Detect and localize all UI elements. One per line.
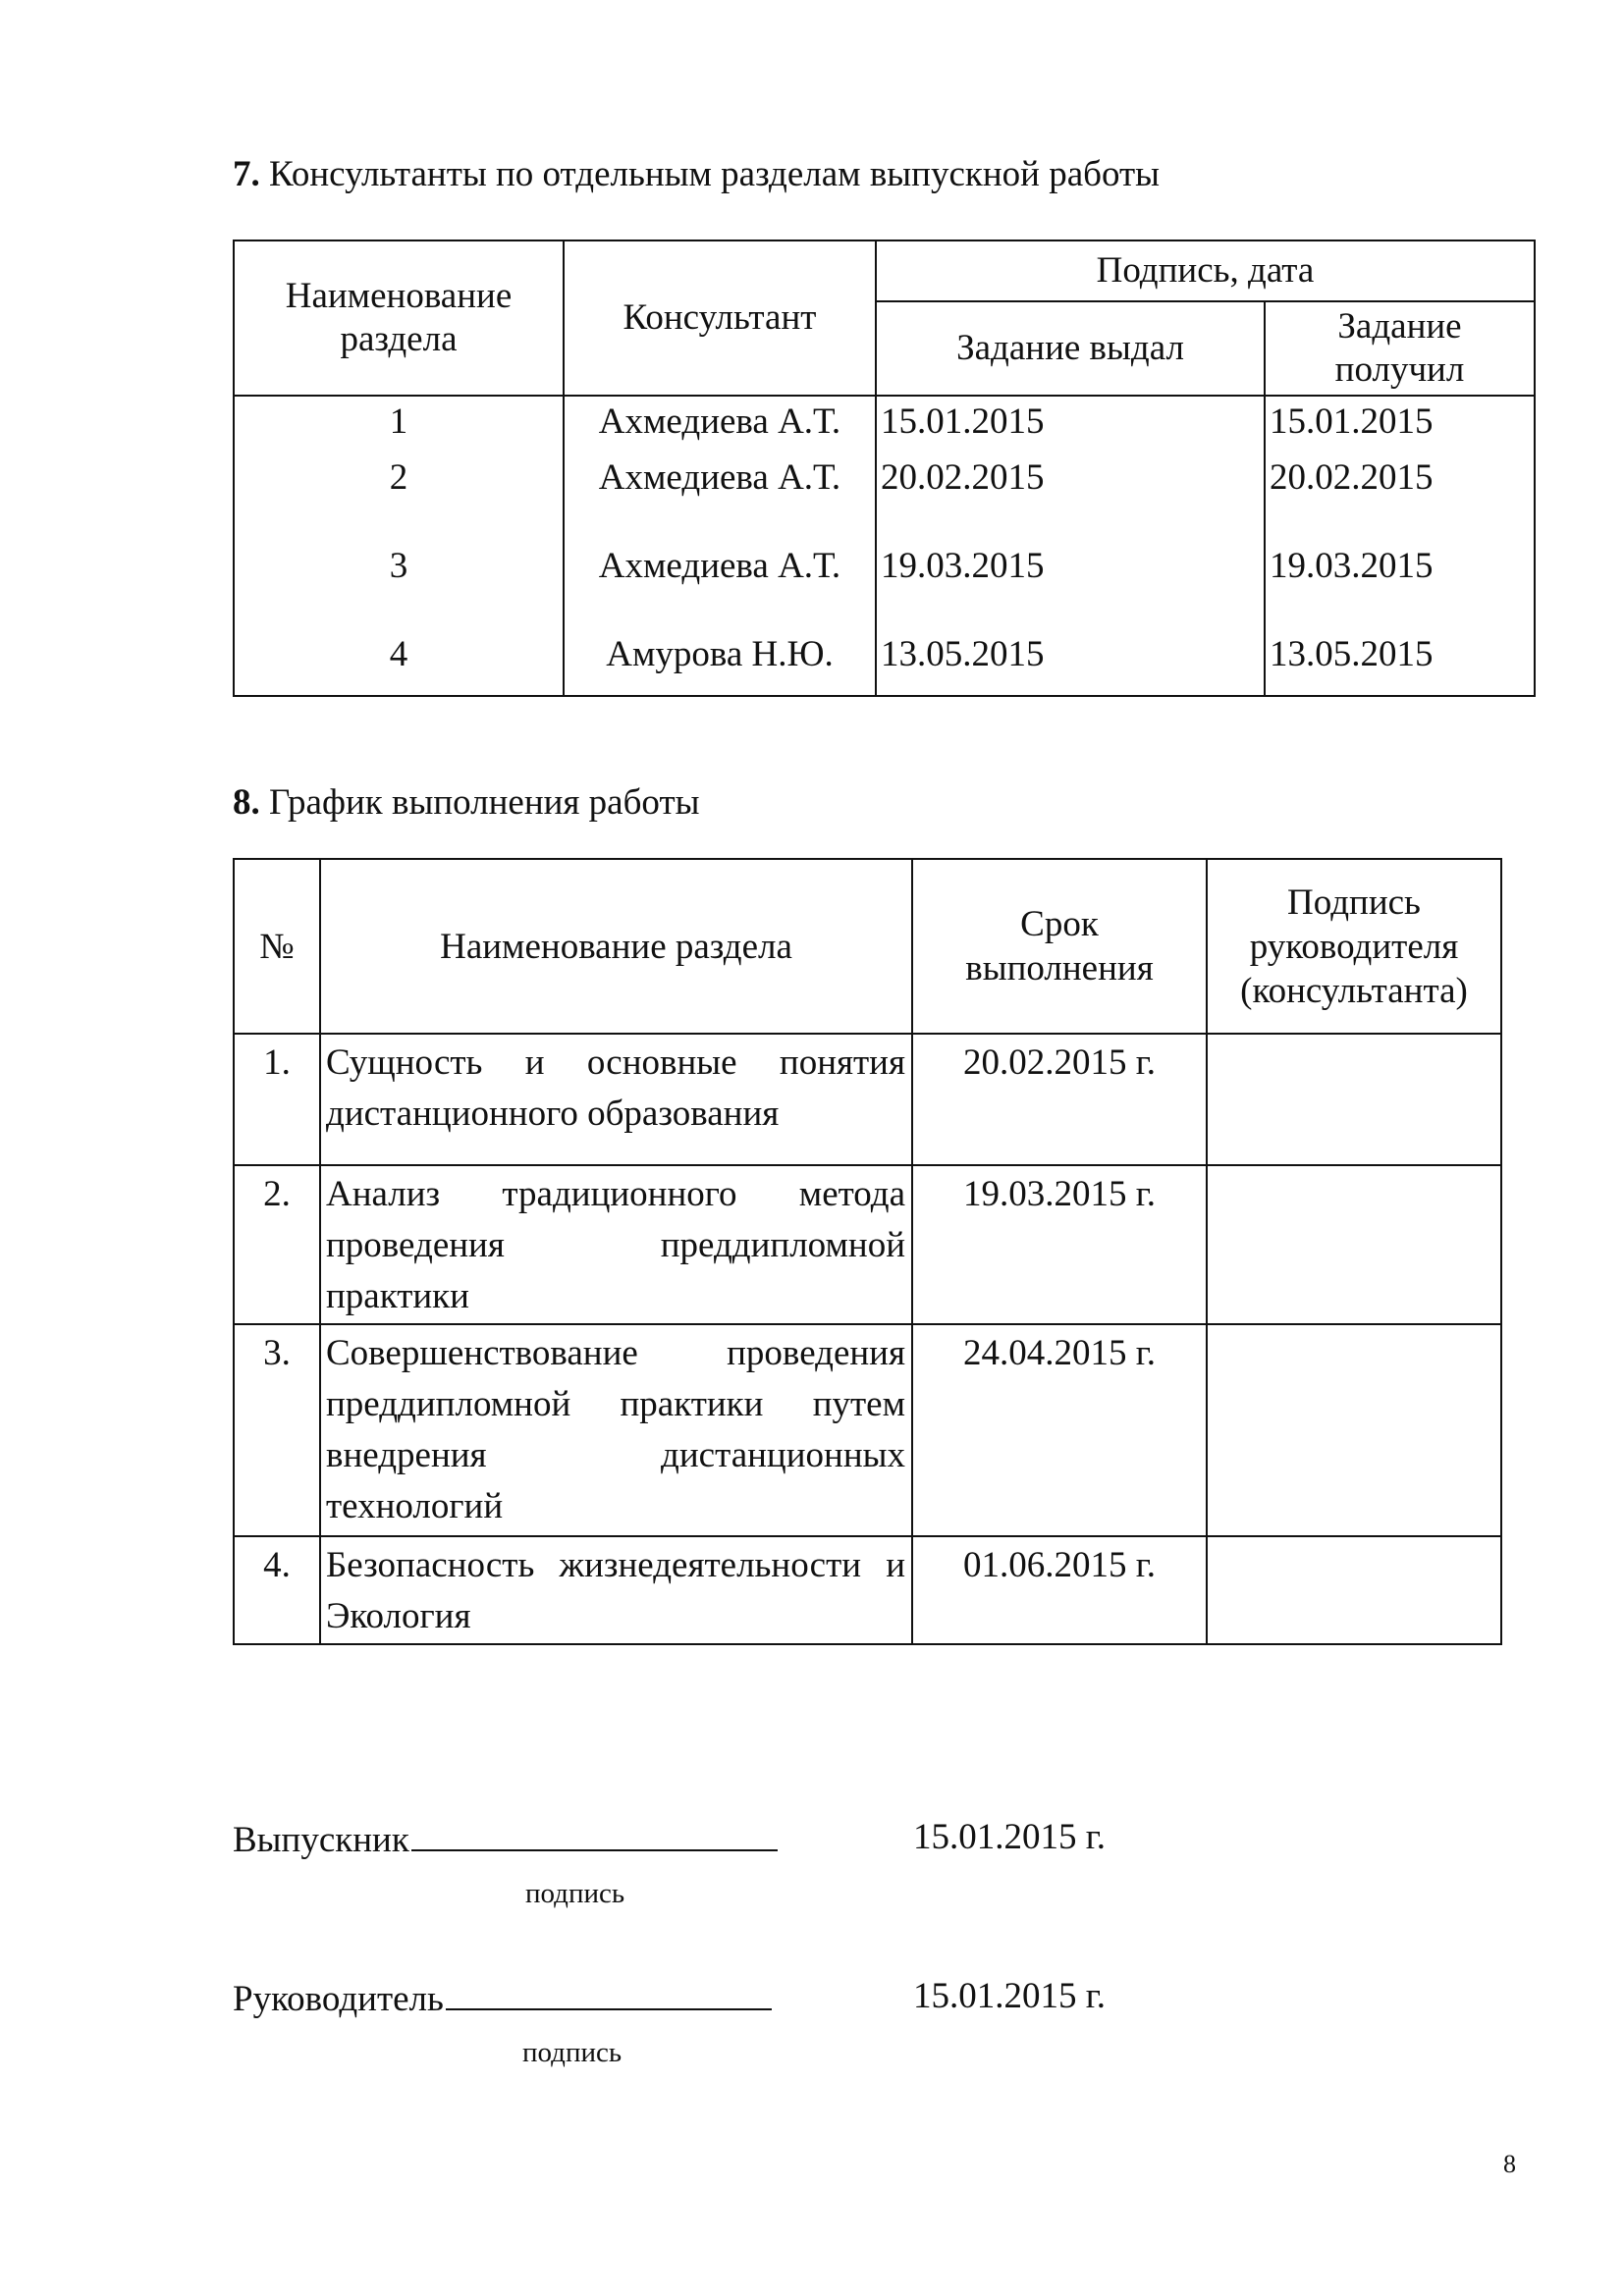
row-section: 2	[234, 456, 564, 545]
section-8-title: График выполнения работы	[269, 782, 700, 823]
section-7-number: 7.	[233, 154, 260, 194]
table-row	[234, 1165, 1501, 1324]
row-issued: 19.03.2015	[876, 545, 1265, 633]
header-task-received: Задание получил	[1265, 301, 1535, 396]
supervisor-signature-line	[233, 1975, 772, 2021]
graduate-signature-line	[233, 1816, 778, 1862]
row-num: 3.	[234, 1324, 320, 1536]
table-row	[234, 633, 1535, 696]
row-title: Сущность и основные понятия дистанционного образования	[320, 1034, 912, 1165]
graduate-signature-hint: подпись	[525, 1878, 625, 1909]
section-8-heading	[233, 781, 699, 825]
header-signature-date: Подпись, дата	[876, 240, 1535, 301]
row-deadline: 01.06.2015 г.	[912, 1536, 1207, 1644]
row-num: 2.	[234, 1165, 320, 1324]
table-row	[234, 396, 1535, 456]
row-deadline: 24.04.2015 г.	[912, 1324, 1207, 1536]
graduate-date: 15.01.2015 г.	[913, 1817, 1107, 1857]
table-row	[234, 545, 1535, 633]
row-section: 3	[234, 545, 564, 633]
row-deadline: 19.03.2015 г.	[912, 1165, 1207, 1324]
row-num: 4.	[234, 1536, 320, 1644]
page-number: 8	[1503, 2150, 1516, 2178]
row-title: Безопасность жизнедеятельности и Экология	[320, 1536, 912, 1644]
table-row	[234, 1324, 1501, 1536]
row-issued: 13.05.2015	[876, 633, 1265, 696]
row-received: 13.05.2015	[1265, 633, 1535, 696]
row-signature	[1207, 1165, 1501, 1324]
header-signature: Подпись руководителя (консультанта)	[1207, 859, 1501, 1034]
consultants-table	[233, 240, 1536, 697]
row-num: 1.	[234, 1034, 320, 1165]
section-7-heading	[233, 153, 1160, 196]
row-signature	[1207, 1536, 1501, 1644]
supervisor-signature-hint: подпись	[522, 2037, 623, 2068]
row-issued: 15.01.2015	[876, 396, 1265, 456]
row-consultant: Ахмедиева А.Т.	[564, 396, 876, 456]
section-7-title: Консультанты по отдельным разделам выпускной работы	[269, 154, 1160, 194]
header-section-name: Наименование раздела	[234, 240, 564, 396]
row-title: Совершенствование проведения преддипломной практики путем внедрения дистанционных технологий	[320, 1324, 912, 1536]
graduate-signature-field	[411, 1816, 778, 1851]
supervisor-date: 15.01.2015 г.	[913, 1976, 1107, 2016]
row-received: 19.03.2015	[1265, 545, 1535, 633]
row-consultant: Ахмедиева А.Т.	[564, 456, 876, 545]
header-num: №	[234, 859, 320, 1034]
header-section-name: Наименование раздела	[320, 859, 912, 1034]
row-section: 4	[234, 633, 564, 696]
row-title: Анализ традиционного метода проведения преддипломной практики	[320, 1165, 912, 1324]
row-received: 20.02.2015	[1265, 456, 1535, 545]
table-row	[234, 1034, 1501, 1165]
header-task-issued: Задание выдал	[876, 301, 1265, 396]
row-deadline: 20.02.2015 г.	[912, 1034, 1207, 1165]
row-signature	[1207, 1034, 1501, 1165]
supervisor-label: Руководитель	[233, 1979, 444, 2019]
row-consultant: Амурова Н.Ю.	[564, 633, 876, 696]
table-row	[234, 1536, 1501, 1644]
graduate-label: Выпускник	[233, 1820, 409, 1860]
row-received: 15.01.2015	[1265, 396, 1535, 456]
schedule-table	[233, 858, 1502, 1645]
header-consultant: Консультант	[564, 240, 876, 396]
row-consultant: Ахмедиева А.Т.	[564, 545, 876, 633]
table-row	[234, 456, 1535, 545]
supervisor-signature-field	[446, 1975, 772, 2010]
section-8-number: 8.	[233, 782, 260, 823]
row-issued: 20.02.2015	[876, 456, 1265, 545]
row-section: 1	[234, 396, 564, 456]
header-deadline: Срок выполнения	[912, 859, 1207, 1034]
row-signature	[1207, 1324, 1501, 1536]
